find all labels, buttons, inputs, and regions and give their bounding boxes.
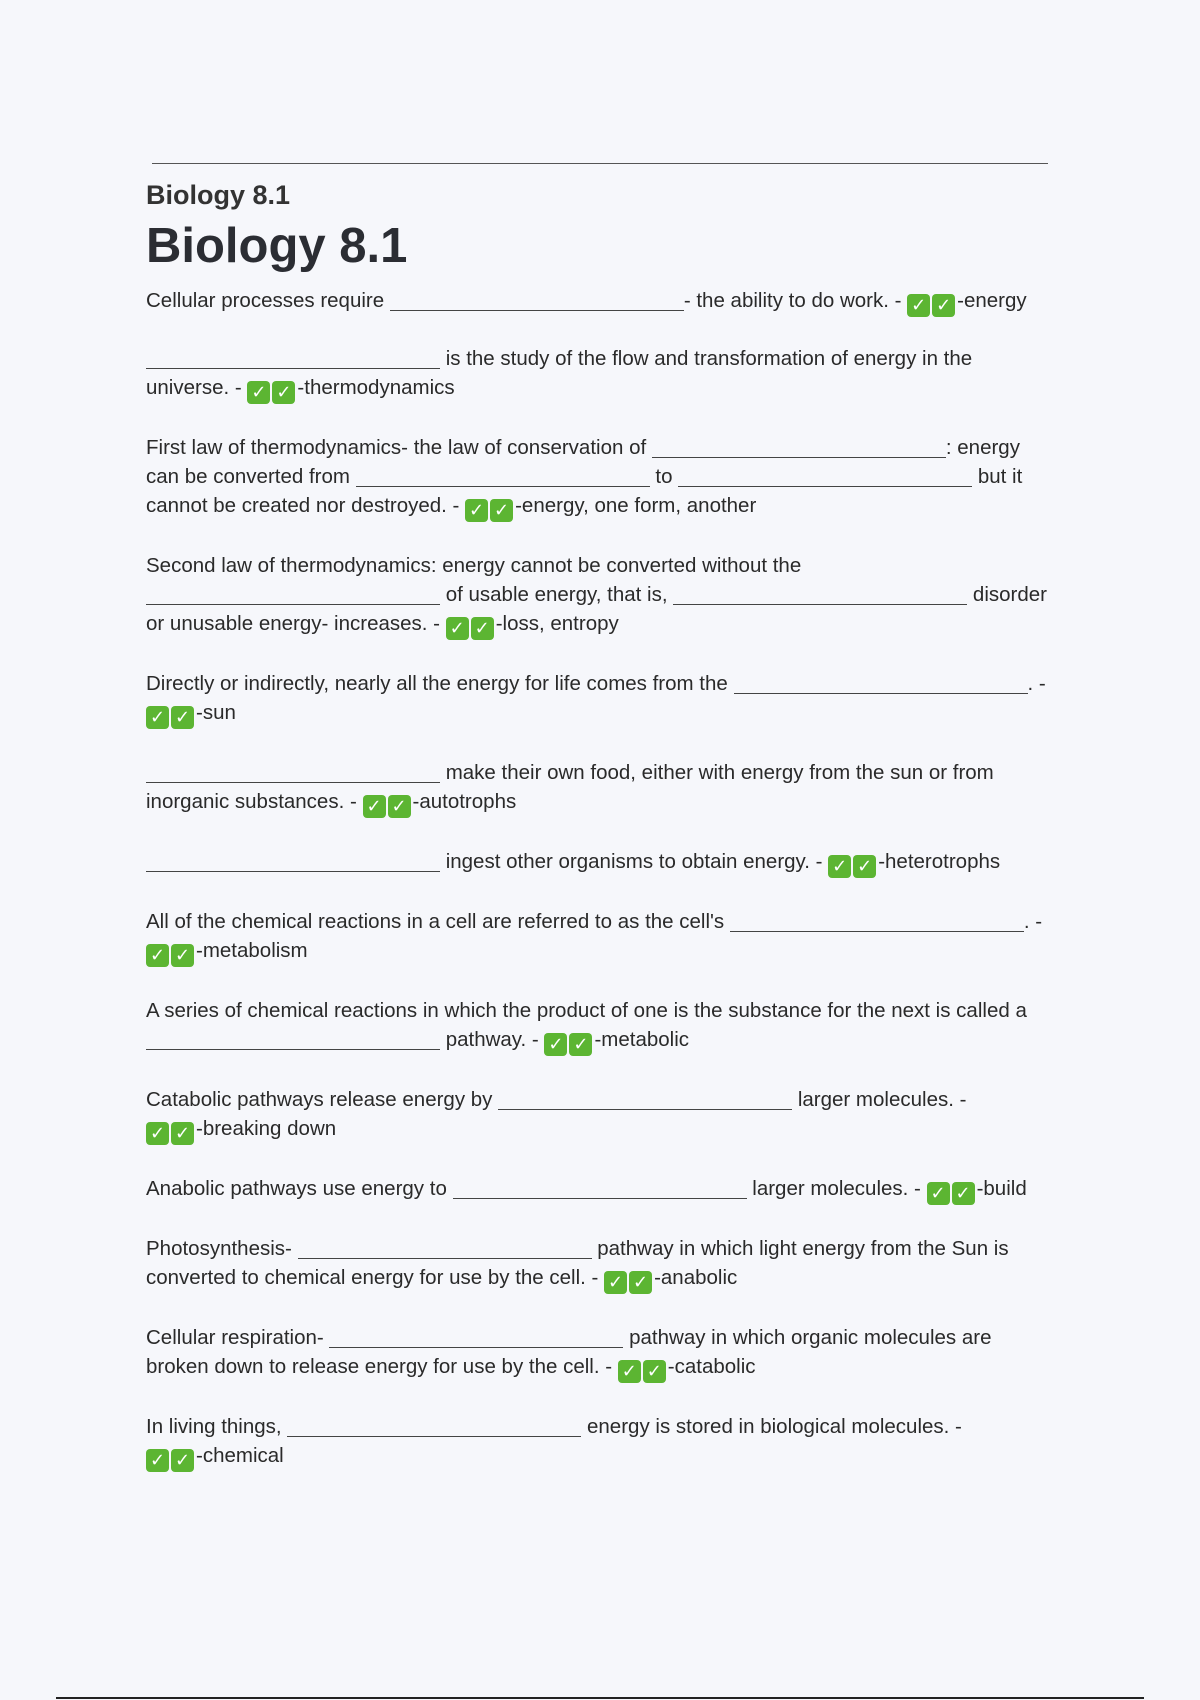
check-mark-icon: ✓ [952,1182,975,1205]
answer-blank [146,1031,440,1050]
answer-blank [673,586,967,605]
check-mark-icon: ✓ [446,617,469,640]
question-item [146,996,1056,1056]
check-mark-icon: ✓ [146,1122,169,1145]
check-mark-icon: ✓ [388,795,411,818]
check-mark-icon: ✓ [490,499,513,522]
question-text: Cellular respiration- [146,1326,330,1349]
question-item [146,1412,1056,1472]
answer-text: -anabolic [654,1266,738,1289]
question-text: . - [1027,672,1046,695]
answer-text: -metabolic [594,1028,690,1051]
question-text: First law of thermodynamics- the law of conservation of [146,436,652,459]
check-mark-icon: ✓ [629,1271,652,1294]
question-text: of usable energy, that is, [440,583,674,606]
question-item [146,344,1056,404]
question-text: pathway in which light energy from the Sun is converted to chemical energy for use by the cell. - [146,1237,1009,1289]
question-text: energy is stored in biological molecules. - [581,1415,962,1438]
check-mark-icon: ✓ [927,1182,950,1205]
check-mark-icon: ✓ [618,1360,641,1383]
question-item [146,1085,1056,1145]
answer-blank [329,1329,623,1348]
answer-text: -energy [957,289,1027,312]
answer-group [146,939,308,966]
question-item [146,758,1056,818]
answer-group [446,612,619,639]
check-mark-icon: ✓ [853,855,876,878]
question-text: In living things, [146,1415,288,1438]
question-text: larger molecules. - [746,1177,921,1200]
check-mark-icon: ✓ [604,1271,627,1294]
answer-text: -heterotrophs [878,850,1001,873]
answer-text: -metabolism [196,939,308,962]
answer-group [927,1177,1027,1204]
check-mark-icon: ✓ [272,381,295,404]
question-text: All of the chemical reactions in a cell are referred to as the cell's [146,910,730,933]
top-divider [152,163,1048,164]
question-item [146,551,1056,640]
answer-group [604,1266,738,1293]
answer-group [544,1028,690,1055]
document-body [146,178,1056,1501]
question-text: pathway. - [440,1028,539,1051]
check-mark-icon: ✓ [146,1449,169,1472]
answer-group [465,494,757,521]
answer-blank [730,913,1024,932]
question-item [146,1234,1056,1294]
answer-text: -energy, one form, another [515,494,757,517]
question-text: pathway in which organic molecules are broken down to release energy for use by the cell. - [146,1326,992,1378]
answer-blank [734,675,1028,694]
check-mark-icon: ✓ [171,1449,194,1472]
answer-blank [453,1180,747,1199]
answer-group [828,850,1001,877]
answer-group [907,289,1027,316]
answer-group [146,701,236,728]
check-mark-icon: ✓ [907,294,930,317]
answer-group [247,376,455,403]
answer-text: -breaking down [196,1117,337,1140]
check-mark-icon: ✓ [932,294,955,317]
question-text: A series of chemical reactions in which the product of one is the substance for the next is called a [146,999,1027,1022]
document-subtitle: Biology 8.1 [146,180,291,210]
question-text: . - [1023,910,1043,933]
question-item [146,907,1056,967]
question-text: make their own food, either with energy from the sun or from inorganic substances. - [146,761,994,813]
answer-blank [652,439,946,458]
check-mark-icon: ✓ [171,944,194,967]
question-item [146,433,1056,522]
answer-blank [390,292,684,311]
answer-blank [678,468,972,487]
check-mark-icon: ✓ [146,706,169,729]
answer-text: -chemical [196,1444,284,1467]
document-title: Biology 8.1 [146,219,408,273]
answer-group [146,1444,284,1471]
answer-blank [356,468,650,487]
check-mark-icon: ✓ [171,706,194,729]
question-text: Anabolic pathways use energy to [146,1177,453,1200]
answer-blank [146,586,440,605]
question-text: - the ability to do work. - [683,289,902,312]
answer-blank [146,764,440,783]
answer-text: -thermodynamics [297,376,455,399]
question-item [146,847,1056,878]
answer-text: -build [976,1177,1027,1200]
answer-blank [298,1240,592,1259]
answer-text: -catabolic [667,1355,756,1378]
answer-blank [498,1091,792,1110]
answer-blank [146,853,440,872]
question-text: : energy can be converted from [146,436,1020,488]
question-text: is the study of the flow and transformation of energy in the universe. - [146,347,973,399]
check-mark-icon: ✓ [828,855,851,878]
question-item [146,669,1056,729]
answer-text: -sun [196,701,236,724]
question-text: ingest other organisms to obtain energy. - [440,850,823,873]
check-mark-icon: ✓ [471,617,494,640]
check-mark-icon: ✓ [363,795,386,818]
question-text: Catabolic pathways release energy by [146,1088,499,1111]
answer-blank [287,1418,581,1437]
answer-text: -loss, entropy [495,612,619,635]
check-mark-icon: ✓ [643,1360,666,1383]
check-mark-icon: ✓ [544,1033,567,1056]
check-mark-icon: ✓ [171,1122,194,1145]
question-text: Photosynthesis- [146,1237,298,1260]
answer-blank [146,350,440,369]
question-text: Second law of thermodynamics: energy cannot be converted without the [146,554,802,577]
question-text: larger molecules. - [792,1088,967,1111]
question-text: to [649,465,679,488]
check-mark-icon: ✓ [146,944,169,967]
question-text: Directly or indirectly, nearly all the energy for life comes from the [146,672,734,695]
check-mark-icon: ✓ [247,381,270,404]
question-item [146,286,1056,317]
question-item [146,1174,1056,1205]
question-text: but it cannot be created nor destroyed. - [146,465,1023,517]
check-mark-icon: ✓ [465,499,488,522]
question-item [146,1323,1056,1383]
answer-group [146,1117,337,1144]
answer-group [363,790,517,817]
answer-text: -autotrophs [412,790,517,813]
question-text: Cellular processes require [146,289,390,312]
check-mark-icon: ✓ [569,1033,592,1056]
question-list [146,286,1056,1472]
question-text: disorder or unusable energy- increases. - [146,583,1047,635]
bottom-divider [56,1697,1144,1699]
answer-group [618,1355,756,1382]
